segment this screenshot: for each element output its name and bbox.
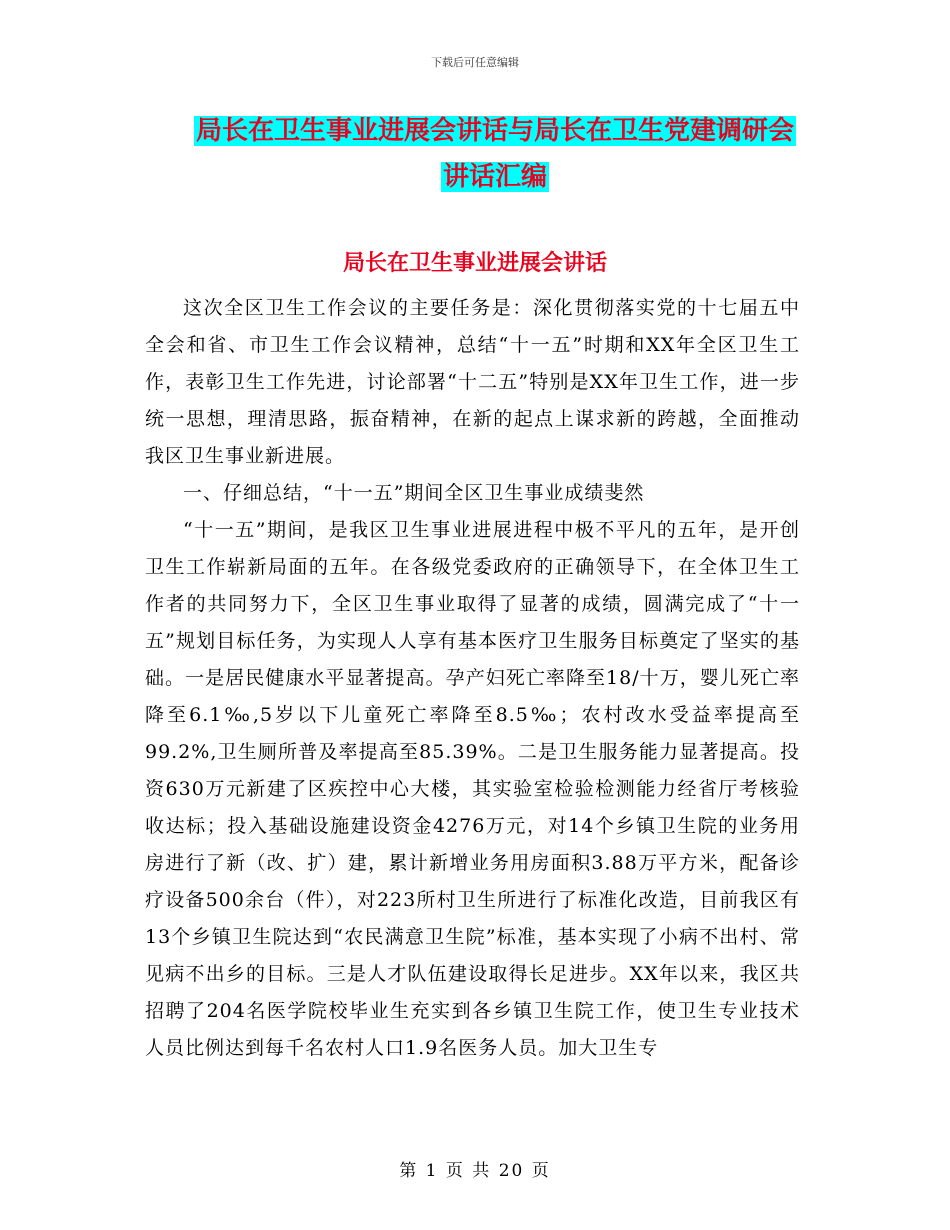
page-number: 第 1 页 共 20 页 [399, 1161, 551, 1181]
document-title-line-1: 局长在卫生事业进展会讲话与局长在卫生党建调研会 [195, 116, 794, 146]
document-body [145, 290, 800, 1067]
header-note: 下载后可任意编辑 [431, 56, 519, 69]
paragraph-achievements: “十一五”期间，是我区卫生事业进展进程中极不平凡的五年，是开创卫生工作崭新局面的五年。在各级党委政府的正确领导下，在全体卫生工作者的共同努力下，全区卫生事业取得了显著的成绩，圆满完成了“十一五”规划目标任务，为实现人人享有基本医疗卫生服务目标奠定了坚实的基础。一是居民健康水平显著提高。孕产妇死亡率降至18/十万，婴儿死亡率降至6.1‰,5岁以下儿童死亡率降至8.5‰；农村改水受益率提高至99.2%,卫生厕所普及率提高至85.39%。二是卫生服务能力显著提高。投资630万元新建了区疾控中心大楼，其实验室检验检测能力经省厅考核验收达标；投入基础设施建设资金4276万元，对14个乡镇卫生院的业务用房进行了新（改、扩）建，累计新增业务用房面积3.88万平方米，配备诊疗设备500余台（件），对223所村卫生所进行了标准化改造，目前我区有13个乡镇卫生院达到“农民满意卫生院”标准，基本实现了小病不出村、常见病不出乡的目标。三是人才队伍建设取得长足进步。XX年以来，我区共招聘了204名医学院校毕业生充实到各乡镇卫生院工作，使卫生专业技术人员比例达到每千名农村人口1.9名医务人员。加大卫生专 [145, 519, 800, 1059]
document-title-line-2: 讲话汇编 [442, 162, 547, 192]
paragraph-heading-1: 一、仔细总结，“十一五”期间全区卫生事业成绩斐然 [183, 482, 645, 504]
section-title: 局长在卫生事业进展会讲话 [342, 251, 607, 276]
document-title [140, 108, 850, 200]
paragraph-intro: 这次全区卫生工作会议的主要任务是：深化贯彻落实党的十七届五中全会和省、市卫生工作会议精神，总结“十一五”时期和XX年全区卫生工作，表彰卫生工作先进，讨论部署“十二五”特别是XX年卫生工作，进一步统一思想，理清思路，振奋精神，在新的起点上谋求新的跨越，全面推动我区卫生事业新进展。 [145, 297, 800, 467]
